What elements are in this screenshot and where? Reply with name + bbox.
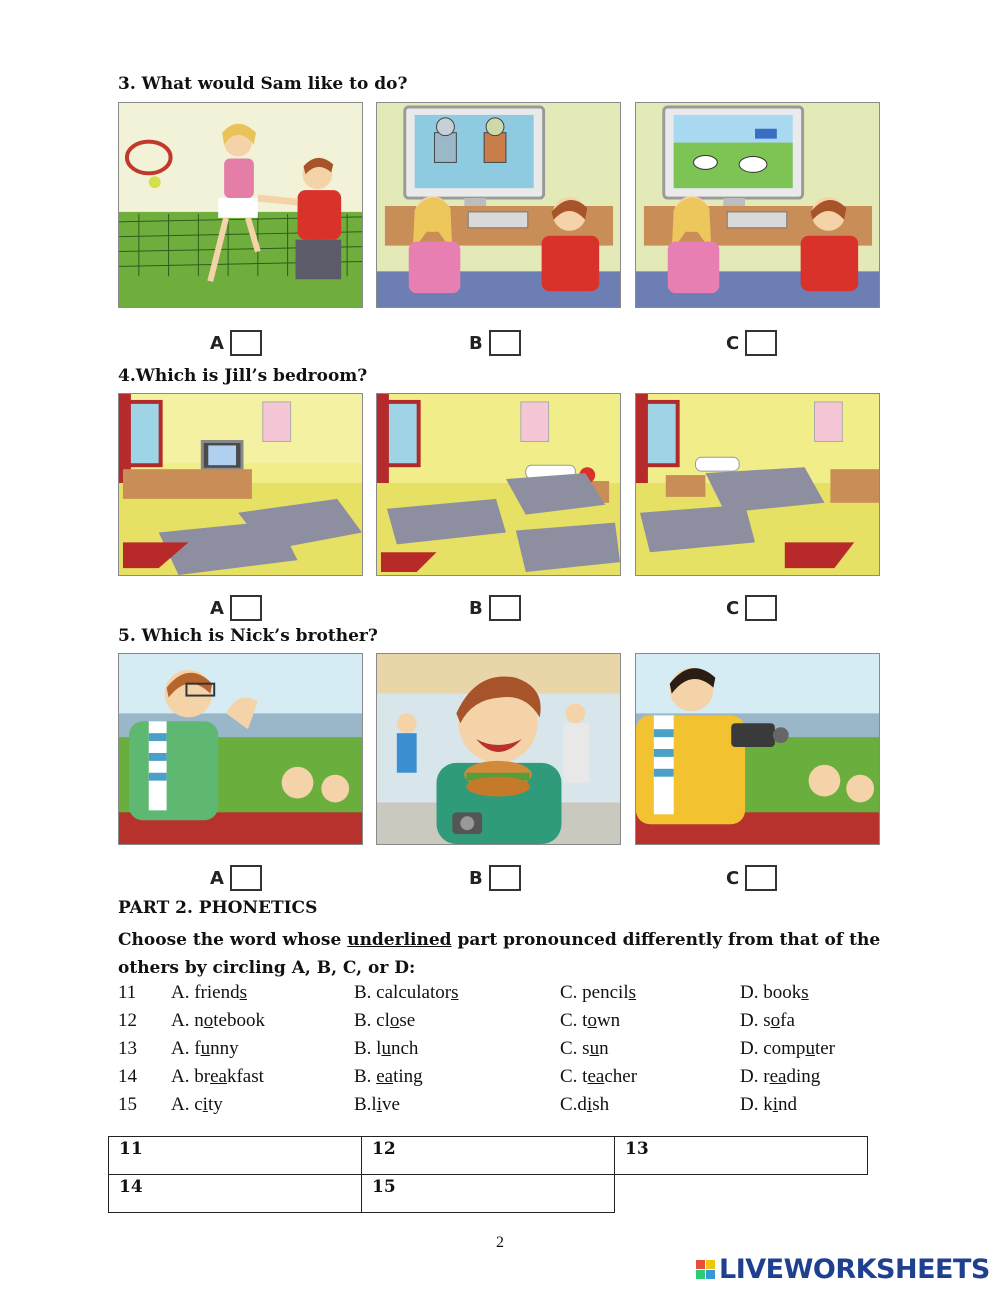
- liveworksheets-logo: [696, 1254, 990, 1285]
- bedroom-b-picture: [376, 393, 621, 576]
- underlined-part: s: [628, 982, 637, 1003]
- word-option[interactable]: C. pencils: [560, 982, 637, 1003]
- q5-option-c[interactable]: [726, 865, 777, 891]
- underlined-part: i: [586, 1094, 593, 1115]
- underlined-part: o: [587, 1010, 597, 1031]
- underlined-part: o: [389, 1010, 400, 1031]
- answer-checkbox[interactable]: [745, 865, 777, 891]
- question-5-title: 5. Which is Nick’s brother?: [118, 626, 378, 646]
- answer-cell[interactable]: 15: [362, 1175, 615, 1213]
- answer-checkbox[interactable]: [230, 865, 262, 891]
- underlined-part: ea: [587, 1066, 605, 1087]
- word-option[interactable]: C. sun: [560, 1038, 609, 1059]
- word-option[interactable]: B. lunch: [354, 1038, 419, 1059]
- answer-checkbox[interactable]: [745, 595, 777, 621]
- phonetics-instruction: Choose the word whose underlined part pronounced differently from that of the others by circling A, B, C, or D:: [118, 930, 881, 978]
- boy-glasses-scarf-picture: [118, 653, 363, 845]
- underlined-part: u: [381, 1038, 391, 1059]
- option-letter: B: [469, 597, 483, 619]
- option-letter: B: [469, 332, 483, 354]
- answer-checkbox[interactable]: [489, 595, 521, 621]
- q5-option-b[interactable]: [469, 865, 521, 891]
- word-option[interactable]: C.dish: [560, 1094, 610, 1115]
- word-option[interactable]: D. reading: [740, 1066, 821, 1087]
- phonetics-row: [118, 982, 878, 1010]
- answer-checkbox[interactable]: [489, 865, 521, 891]
- logo-text: LIVEWORKSHEETS: [719, 1254, 990, 1285]
- answer-checkbox[interactable]: [489, 330, 521, 356]
- bedroom-a-picture: [118, 393, 363, 576]
- underlined-part: o: [203, 1010, 214, 1031]
- logo-icon: [696, 1260, 715, 1279]
- underlined-part: s: [801, 982, 809, 1003]
- word-option[interactable]: A. breakfast: [171, 1066, 264, 1087]
- underlined-part: ea: [376, 1066, 394, 1087]
- answer-checkbox[interactable]: [230, 595, 262, 621]
- word-option[interactable]: A. funny: [171, 1038, 239, 1059]
- answer-checkbox[interactable]: [745, 330, 777, 356]
- option-letter: C: [726, 597, 740, 619]
- option-letter: C: [726, 332, 740, 354]
- word-option[interactable]: C. town: [560, 1010, 621, 1031]
- q4-option-a[interactable]: [210, 595, 262, 621]
- option-letter: A: [210, 597, 224, 619]
- option-letter: B: [469, 867, 483, 889]
- phonetics-row: [118, 1066, 878, 1094]
- underlined-part: i: [202, 1094, 208, 1115]
- phonetics-row: [118, 1038, 878, 1066]
- underlined-part: o: [770, 1010, 781, 1031]
- word-option[interactable]: D. computer: [740, 1038, 835, 1059]
- tennis-picture: [118, 102, 363, 308]
- answer-cell[interactable]: 11: [109, 1137, 362, 1175]
- question-3-title: 3. What would Sam like to do?: [118, 74, 408, 94]
- word-option[interactable]: A. city: [171, 1094, 223, 1115]
- q3-option-b[interactable]: [469, 330, 521, 356]
- answer-cell[interactable]: 12: [362, 1137, 615, 1175]
- option-letter: A: [210, 867, 224, 889]
- word-option[interactable]: D. kind: [740, 1094, 798, 1115]
- item-number: 11: [118, 982, 137, 1003]
- boy-eating-burger-picture: [376, 653, 621, 845]
- q4-option-c[interactable]: [726, 595, 777, 621]
- question-4-title: 4.Which is Jill’s bedroom?: [118, 366, 368, 386]
- underlined-part: ea: [769, 1066, 787, 1087]
- answer-table: [108, 1136, 868, 1213]
- logo-square: [696, 1270, 705, 1279]
- underlined-part: i: [376, 1094, 382, 1115]
- word-option[interactable]: C. teacher: [560, 1066, 638, 1087]
- item-number: 15: [118, 1094, 137, 1115]
- underlined-word: underlined: [347, 930, 452, 950]
- word-option[interactable]: D. sofa: [740, 1010, 795, 1031]
- word-option[interactable]: B. calculators: [354, 982, 459, 1003]
- logo-square: [706, 1270, 715, 1279]
- answer-checkbox[interactable]: [230, 330, 262, 356]
- answer-cell[interactable]: 14: [109, 1175, 362, 1213]
- underlined-part: u: [805, 1038, 815, 1059]
- bedroom-c-picture: [635, 393, 880, 576]
- boy-with-camera-picture: [635, 653, 880, 845]
- q5-option-a[interactable]: [210, 865, 262, 891]
- word-option[interactable]: B. eating: [354, 1066, 423, 1087]
- underlined-part: u: [589, 1038, 600, 1059]
- empty-cell: [615, 1175, 868, 1213]
- underlined-part: i: [772, 1094, 779, 1115]
- word-option[interactable]: D. books: [740, 982, 809, 1003]
- phonetics-row: [118, 1010, 878, 1038]
- computer-game-robots-picture: [376, 102, 621, 308]
- phonetics-row: [118, 1094, 878, 1122]
- q3-option-a[interactable]: [210, 330, 262, 356]
- underlined-part: s: [239, 982, 247, 1003]
- logo-square: [696, 1260, 705, 1269]
- part-2-title: PART 2. PHONETICS: [118, 898, 318, 918]
- q4-option-b[interactable]: [469, 595, 521, 621]
- underlined-part: ea: [210, 1066, 227, 1087]
- word-option[interactable]: B.live: [354, 1094, 400, 1115]
- answer-cell[interactable]: 13: [615, 1137, 868, 1175]
- word-option[interactable]: A. notebook: [171, 1010, 265, 1031]
- item-number: 14: [118, 1066, 137, 1087]
- underlined-part: u: [200, 1038, 211, 1059]
- item-number: 13: [118, 1038, 137, 1059]
- underlined-part: s: [451, 982, 459, 1003]
- page-number: 2: [496, 1234, 504, 1251]
- word-option[interactable]: B. close: [354, 1010, 416, 1031]
- logo-square: [706, 1260, 715, 1269]
- computer-game-farm-picture: [635, 102, 880, 308]
- option-letter: A: [210, 332, 224, 354]
- word-option[interactable]: A. friends: [171, 982, 247, 1003]
- option-letter: C: [726, 867, 740, 889]
- item-number: 12: [118, 1010, 137, 1031]
- q3-option-c[interactable]: [726, 330, 777, 356]
